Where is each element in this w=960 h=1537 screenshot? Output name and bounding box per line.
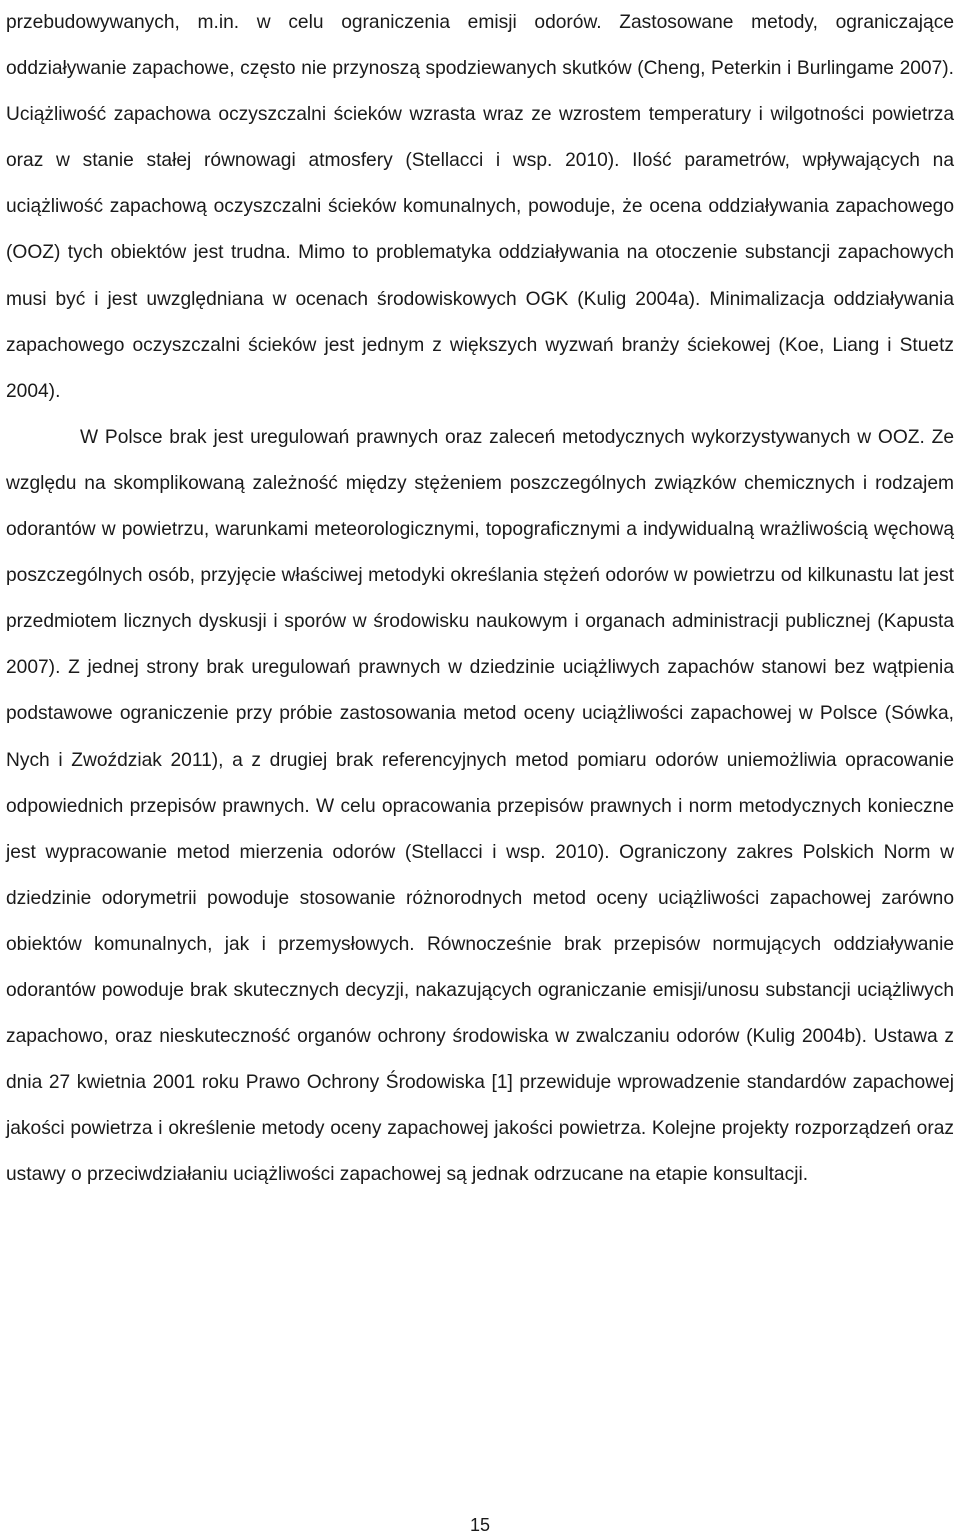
paragraph-2: W Polsce brak jest uregulowań prawnych oraz zaleceń metodycznych wykorzystywanych w OOZ. Ze względu na skomplikowaną zależność między stężeniem poszczególnych związków chemicznych i rodzajem odorantów w powietrzu, warunkami meteorologicznymi, topograficznymi a indywidualną wrażliwością węchową poszczególnych osób, przyjęcie właściwej metodyki określania stężeń odorów w powietrzu od kilkunastu lat jest przedmiotem licznych dyskusji i sporów w środowisku naukowym i organach administracji publicznej (Kapusta 2007). Z jednej strony brak uregulowań prawnych w dziedzinie uciążliwych zapachów stanowi bez wątpienia podstawowe ograniczenie przy próbie zastosowania metod oceny uciążliwości zapachowej w Polsce (Sówka, Nych i Zwoździak 2011), a z drugiej brak referencyjnych metod pomiaru odorów uniemożliwia opracowanie odpowiednich przepisów prawnych. W celu opracowania przepisów prawnych i norm metodycznych konieczne jest wypracowanie metod mierzenia odorów (Stellacci i wsp. 2010). Ograniczony zakres Polskich Norm w dziedzinie odorymetrii powoduje stosowanie różnorodnych metod oceny uciążliwości zapachowej zarówno obiektów komunalnych, jak i przemysłowych. Równocześnie brak przepisów normujących oddziaływanie odorantów powoduje brak skutecznych decyzji, nakazujących ograniczanie emisji/unosu substancji uciążliwych zapachowo, oraz nieskuteczność organów ochrony środowiska w zwalczaniu odorów (Kulig 2004b). Ustawa z dnia 27 kwietnia 2001 roku Prawo Ochrony Środowiska [1] przewiduje wprowadzenie standardów zapachowej jakości powietrza i określenie metody oceny zapachowej jakości powietrza. Kolejne projekty rozporządzeń oraz ustawy o przeciwdziałaniu uciążliwości zapachowej są jednak odrzucane na etapie konsultacji. (6, 426, 954, 1186)
paragraph-1: przebudowywanych, m.in. w celu ograniczenia emisji odorów. Zastosowane metody, ograniczające oddziaływanie zapachowe, często nie przynoszą spodziewanych skutków (Cheng, Peterkin i Burlingame 2007). Uciążliwość zapachowa oczyszczalni ścieków wzrasta wraz ze wzrostem temperatury i wilgotności powietrza oraz w stanie stałej równowagi atmosfery (Stellacci i wsp. 2010). Ilość parametrów, wpływających na uciążliwość zapachową oczyszczalni ścieków komunalnych, powoduje, że ocena oddziaływania zapachowego (OOZ) tych obiektów jest trudna. Mimo to problematyka oddziaływania na otoczenie substancji zapachowych musi być i jest uwzględniana w ocenach środowiskowych OGK (Kulig 2004a). Minimalizacja oddziaływania zapachowego oczyszczalni ścieków jest jednym z większych wyzwań branży ściekowej (Koe, Liang i Stuetz 2004). (6, 12, 954, 402)
page-number: 15 (469, 1515, 491, 1535)
body-text (6, 0, 954, 1198)
